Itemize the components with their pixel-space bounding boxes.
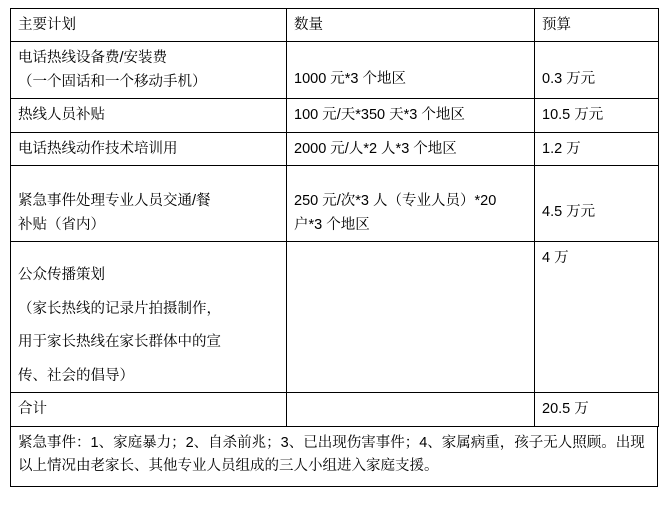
plan-line: 电话热线设备费/安装费 (18, 50, 168, 67)
quantity-line: 户*3 个地区 (294, 216, 370, 233)
budget-line: 20.5 万 (542, 401, 589, 418)
plan-line: 补贴（省内） (18, 216, 105, 233)
plan-line: 合计 (18, 401, 47, 418)
cell-budget-total (535, 393, 659, 426)
budget-line: 0.3 万元 (542, 71, 596, 88)
plan-line: （家长热线的记录片拍摄制作， (18, 300, 221, 317)
plan-line: 公众传播策划 (18, 267, 105, 284)
table-row (11, 166, 659, 242)
cell-budget (535, 99, 659, 132)
column-header-quantity (287, 9, 535, 42)
budget-line: 1.2 万 (542, 140, 581, 157)
budget-table (10, 8, 659, 427)
cell-plan (11, 99, 287, 132)
budget-line: 4.5 万元 (542, 204, 596, 221)
cell-quantity-total (287, 393, 535, 426)
cell-quantity (287, 132, 535, 165)
table-row (11, 42, 659, 99)
cell-quantity (287, 99, 535, 132)
column-header-plan (11, 9, 287, 42)
column-header-budget-text: 预算 (542, 17, 571, 33)
cell-plan (11, 132, 287, 165)
footnote-block (10, 427, 658, 487)
table-header-row (11, 9, 659, 42)
table-row (11, 132, 659, 165)
plan-line: 热线人员补贴 (18, 107, 105, 124)
plan-line: 电话热线动作技术培训用 (18, 140, 178, 157)
footnote-text: 紧急事件：1、家庭暴力；2、自杀前兆；3、已出现伤害事件；4、家属病重，孩子无人照顾。出现以上情况由老家长、其他专业人员组成的三人小组进入家庭支援。 (18, 434, 645, 475)
cell-quantity (287, 166, 535, 242)
column-header-plan-text: 主要计划 (18, 17, 76, 33)
cell-budget (535, 166, 659, 242)
cell-budget (535, 242, 659, 393)
plan-line: （一个固话和一个移动手机） (18, 73, 207, 90)
plan-line: 传、社会的倡导） (18, 367, 134, 384)
cell-quantity (287, 42, 535, 99)
plan-line: 紧急事件处理专业人员交通/餐 (18, 193, 211, 210)
cell-budget (535, 132, 659, 165)
quantity-line: 2000 元/人*2 人*3 个地区 (294, 140, 457, 157)
budget-line: 10.5 万元 (542, 107, 604, 124)
quantity-line: 250 元/次*3 人（专业人员）*20 (294, 193, 497, 210)
cell-budget (535, 42, 659, 99)
cell-plan (11, 242, 287, 393)
column-header-quantity-text: 数量 (294, 17, 323, 33)
quantity-line: 100 元/天*350 天*3 个地区 (294, 107, 465, 124)
quantity-line: 1000 元*3 个地区 (294, 71, 407, 88)
table-row-total (11, 393, 659, 426)
budget-line: 4 万 (542, 250, 569, 267)
column-header-budget (535, 9, 659, 42)
table-row (11, 99, 659, 132)
table-row (11, 242, 659, 393)
cell-plan-total (11, 393, 287, 426)
plan-line: 用于家长热线在家长群体中的宣 (18, 334, 221, 351)
cell-plan (11, 166, 287, 242)
cell-quantity (287, 242, 535, 393)
cell-plan (11, 42, 287, 99)
